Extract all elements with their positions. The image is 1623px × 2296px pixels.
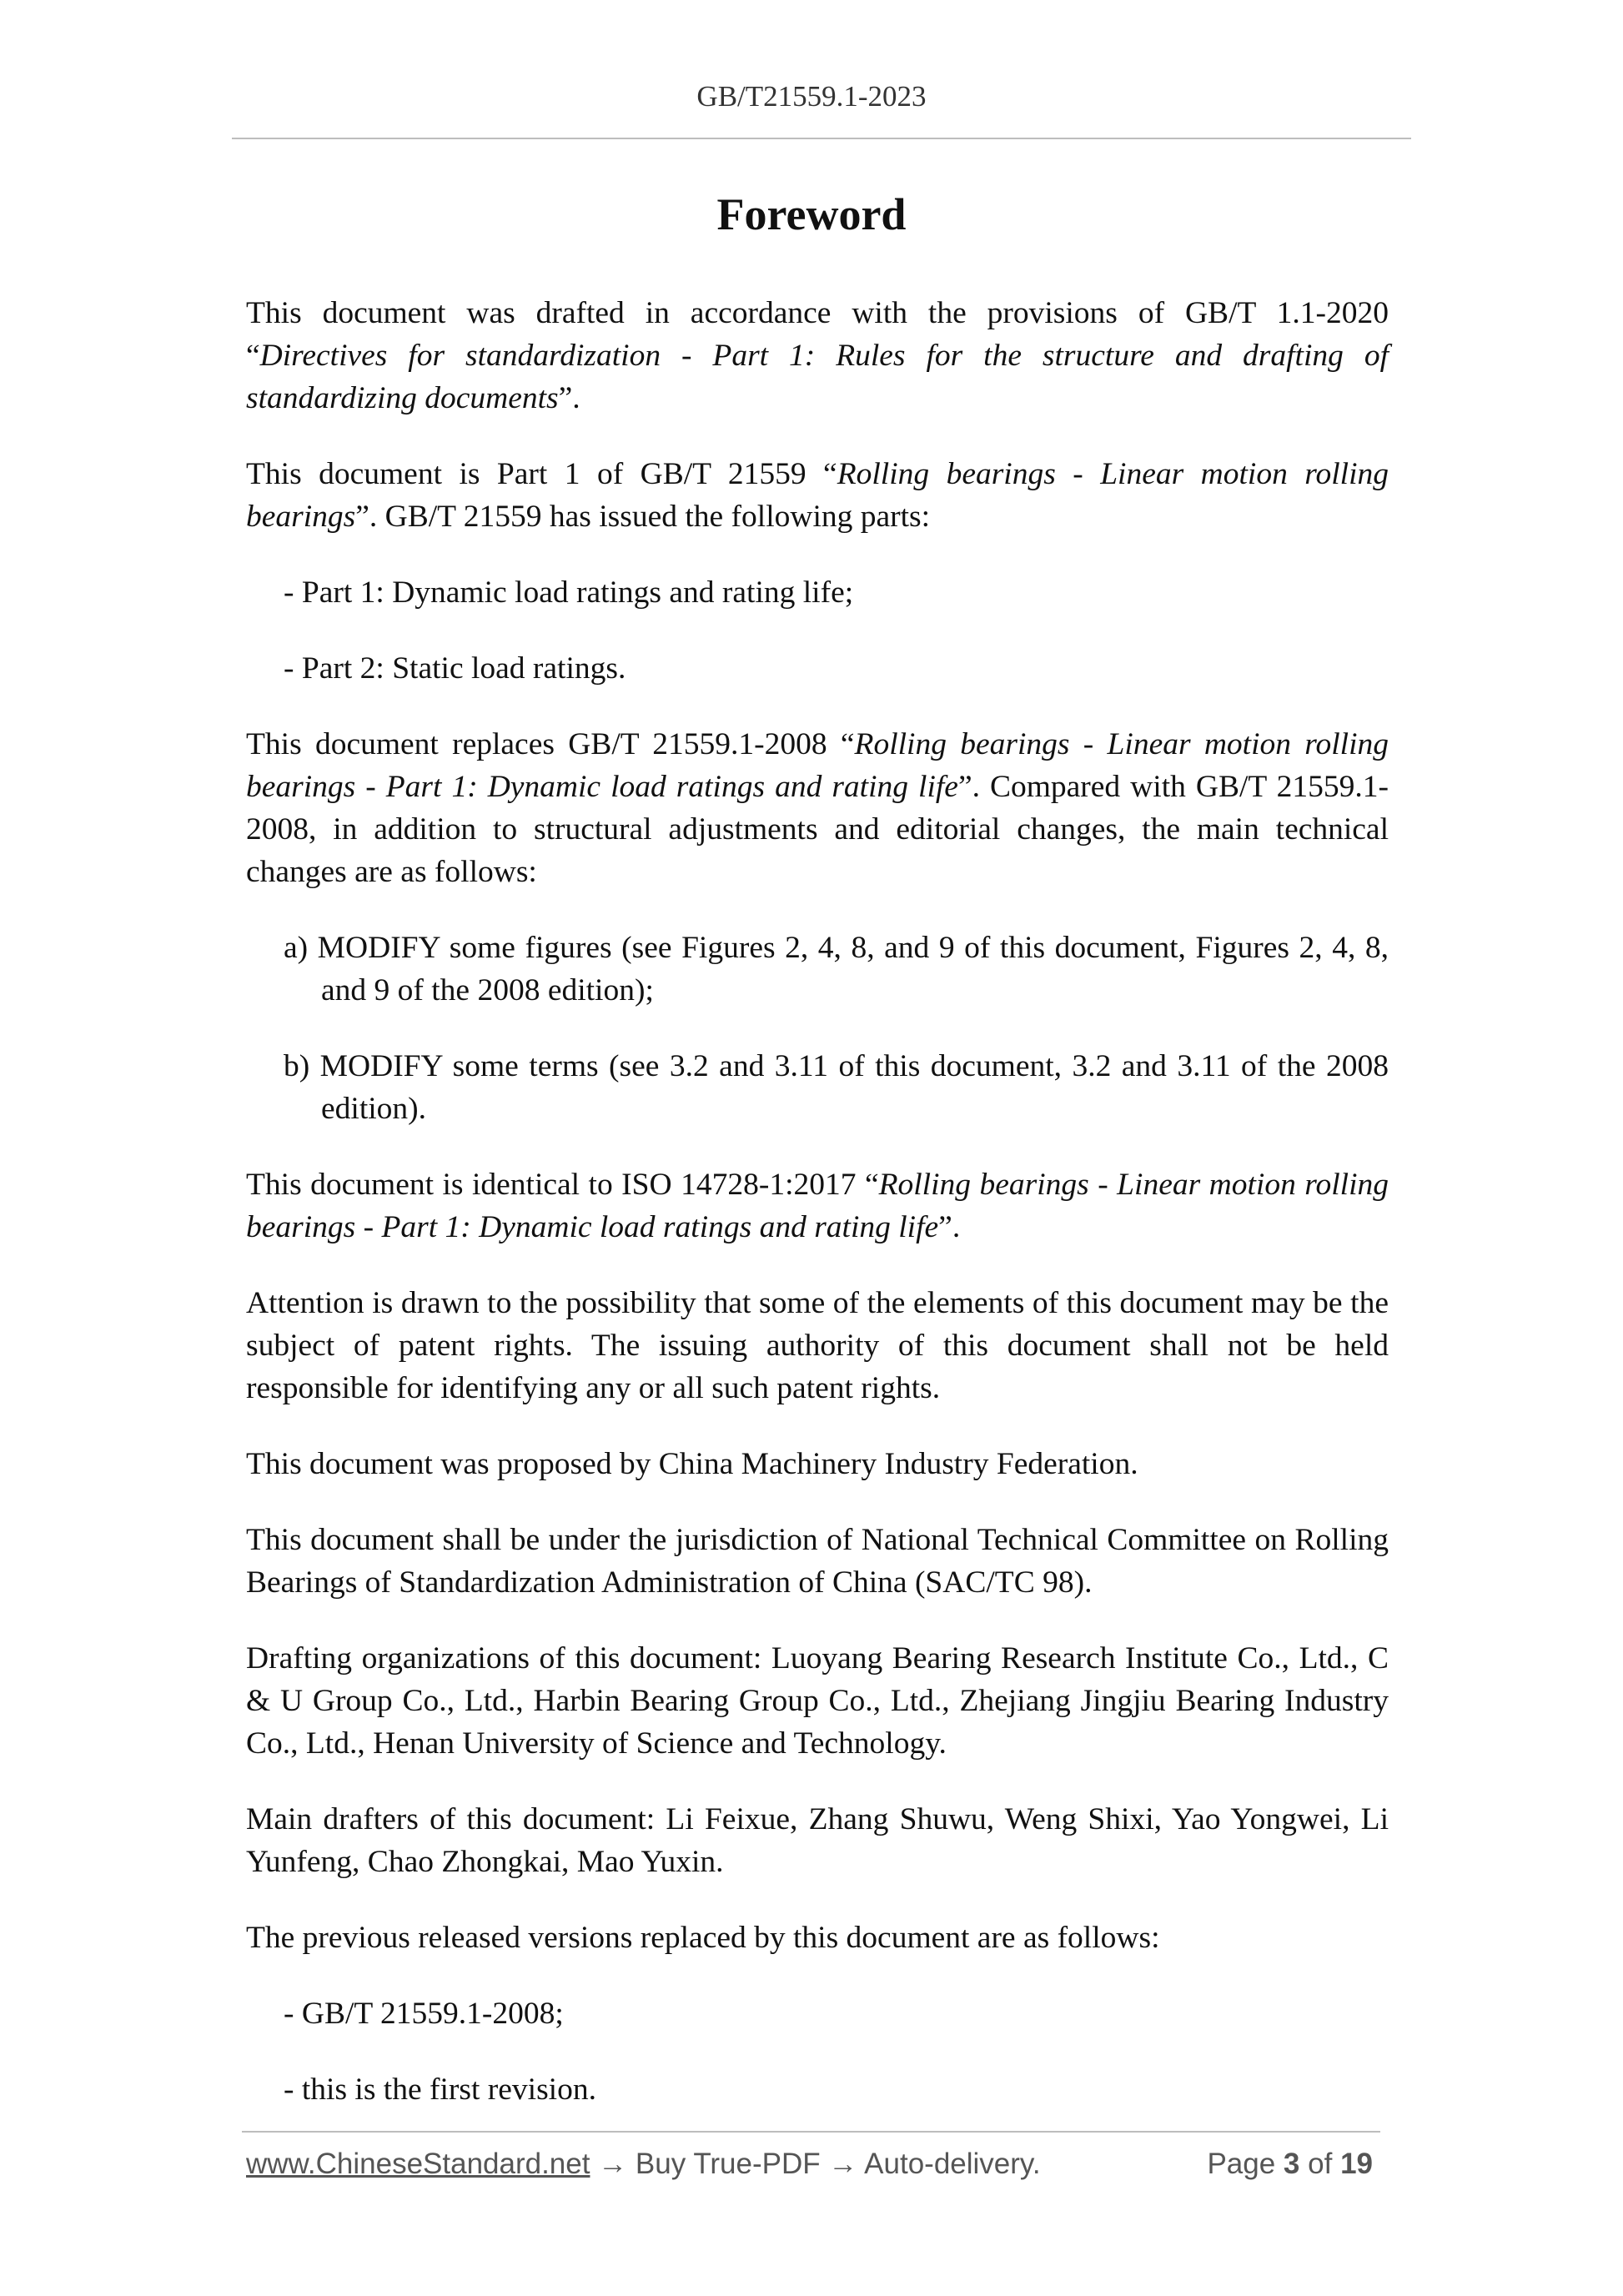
paragraph-part-info [246,453,1389,538]
footer-divider [242,2131,1380,2133]
text-run: ”. GB/T 21559 has issued the following parts: [355,500,931,534]
list-item-version: - GB/T 21559.1-2008; [284,1997,564,2031]
paragraph-proposer: This document was proposed by China Machinery Industry Federation. [246,1447,1138,1481]
page-header: GB/T21559.1-2023 [696,80,927,113]
header-divider [232,138,1411,139]
page-number [1207,2148,1373,2181]
list-item-change: b) MODIFY some terms (see 3.2 and 3.11 of this document, 3.2 and 3.11 of the 2008 edition). [284,1049,1389,1126]
list-item-part: - Part 1: Dynamic load ratings and rating life; [284,575,854,610]
paragraph-drafting-organizations: Drafting organizations of this document: Luoyang Bearing Research Institute Co., Ltd., C & U Group Co., Ltd., Harbin Bearing Group Co., Ltd., Zhejiang Jingjiu Bearing Industry Co., Ltd., Henan University of Science and Technology. [246,1641,1389,1761]
paragraph-identical [246,1163,1389,1248]
page-of-label: of [1308,2148,1333,2180]
page-current: 3 [1283,2148,1300,2180]
list-item-change: a) MODIFY some figures (see Figures 2, 4, 8, and 9 of this document, Figures 2, 4, 8, and 9 of the 2008 edition); [284,931,1389,1007]
footer-promo [246,2148,1041,2181]
cited-title: Rolling bearings - Linear motion rolling bearings [246,457,1389,534]
text-run: ”. Compared with GB/T 21559.1-2008, in addition to structural adjustments and editorial changes, the main technical changes are as follows: [246,770,1389,889]
document-body [246,292,1389,2111]
page-title: Foreword [716,189,907,239]
page-footer [246,2148,1380,2189]
paragraph-drafting-basis [246,292,1389,420]
paragraph-jurisdiction: This document shall be under the jurisdiction of National Technical Committee on Rolling Bearings of Standardization Administration of China (SAC/TC 98). [246,1523,1389,1600]
cited-title: Rolling bearings - Linear motion rolling bearings - Part 1: Dynamic load ratings and rating life [246,727,1389,804]
text-run: This document is identical to ISO 14728-1:2017 “ [246,1168,879,1202]
text-run: ”. [938,1210,961,1244]
list-item-version: - this is the first revision. [284,2072,596,2107]
text-run: This document is Part 1 of GB/T 21559 “ [246,457,837,491]
text-run: ”. [558,381,580,415]
paragraph-previous-versions: The previous released versions replaced by this document are as follows: [246,1921,1160,1955]
website-link[interactable]: www.ChineseStandard.net [246,2148,590,2180]
paragraph-drafters: Main drafters of this document: Li Feixue, Zhang Shuwu, Weng Shixi, Yao Yongwei, Li Yunfeng, Chao Zhongkai, Mao Yuxin. [246,1802,1389,1879]
text-run: This document replaces GB/T 21559.1-2008 “ [246,727,855,761]
cited-title: Directives for standardization - Part 1: Rules for the structure and drafting of standardizing documents [246,339,1389,415]
page-label: Page [1207,2148,1276,2180]
text-run: This document was drafted in accordance with the provisions of GB/T 1.1-2020 “ [246,296,1389,373]
paragraph-patent-notice: Attention is drawn to the possibility that some of the elements of this document may be the subject of patent rights. The issuing authority of this document shall not be held responsible for identifying any or all such patent rights. [246,1286,1389,1405]
list-item-part: - Part 2: Static load ratings. [284,651,626,686]
paragraph-replacement [246,723,1389,893]
cited-title: Rolling bearings - Linear motion rolling bearings - Part 1: Dynamic load ratings and rating life [246,1168,1389,1244]
page-total: 19 [1340,2148,1373,2180]
footer-tagline: → Buy True-PDF → Auto-delivery. [590,2148,1041,2180]
